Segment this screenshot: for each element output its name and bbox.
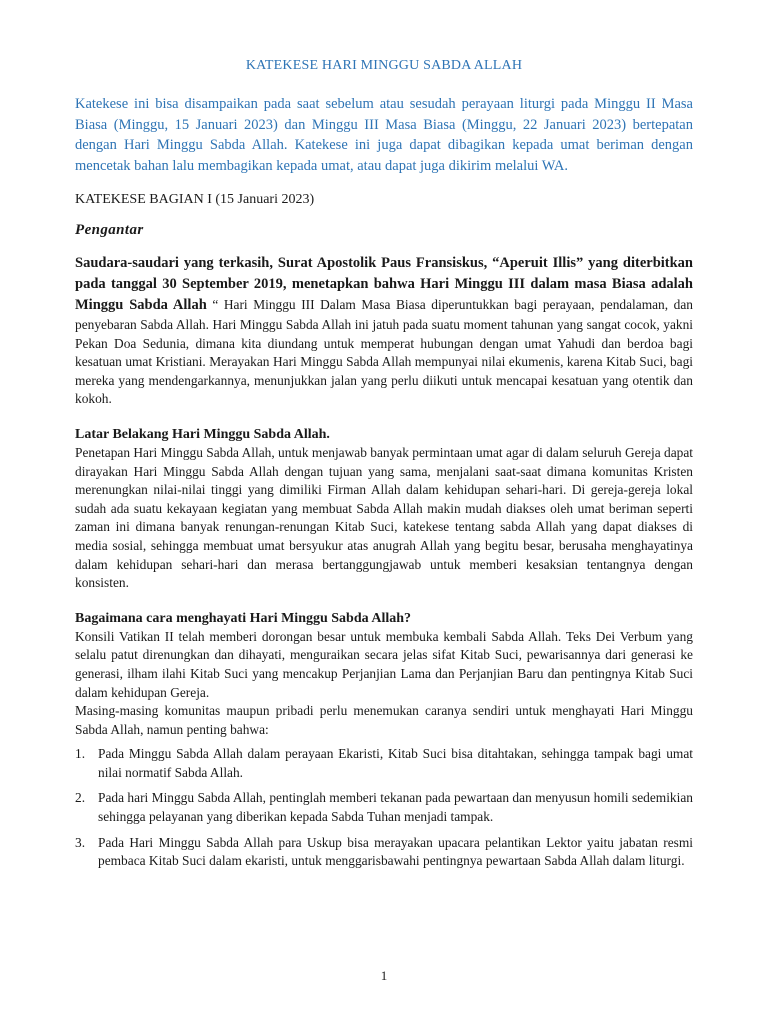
- pengantar-paragraph: [75, 253, 693, 409]
- list-item: [75, 789, 693, 826]
- cara-paragraph-2: Masing-masing komunitas maupun pribadi perlu menemukan caranya sendiri untuk menghayati Hari Minggu Sabda Allah, namun penting bahwa:: [75, 703, 693, 737]
- numbered-list: [75, 745, 693, 871]
- list-text: Pada Minggu Sabda Allah dalam perayaan Ekaristi, Kitab Suci bisa ditahtakan, sehingga tampak bagi umat nilai normatif Sabda Allah.: [98, 746, 693, 780]
- pengantar-rest: “ Hari Minggu III Dalam Masa Biasa diperuntukkan bagi perayaan, pendalaman, dan penyebaran Sabda Allah. Hari Minggu Sabda Allah ini jatuh pada suatu moment tahunan yang sangat cocok, yakni Pekan Doa Sedunia, dimana kita diundang untuk memperat hubungan dengan umat Yahudi dan berdoa bagi kesatuan umat Kristiani. Merayakan Hari Minggu Sabda Allah mempunyai nilai ekumenis, karena Kitab Suci, bagi mereka yang mendengarkannya, menunjukkan jalan yang perlu diikuti untuk mencapai kesatuan yang otentik dan kokoh.: [75, 297, 694, 407]
- cara-heading: Bagaimana cara menghayati Hari Minggu Sabda Allah?: [75, 610, 412, 626]
- list-item: [75, 745, 693, 782]
- pengantar-heading: Pengantar: [75, 222, 144, 238]
- list-text: Pada Hari Minggu Sabda Allah para Uskup bisa merayakan upacara pelantikan Lektor yaitu jabatan resmi pembaca Kitab Suci dalam ekaristi, untuk menggarisbawahi pentingnya pewartaan Sabda Allah dalam liturgi.: [98, 834, 693, 869]
- document-title: KATEKESE HARI MINGGU SABDA ALLAH: [245, 58, 523, 73]
- list-number: 2.: [75, 790, 86, 806]
- intro-paragraph: Katekese ini bisa disampaikan pada saat sebelum atau sesudah perayaan liturgi pada Minggu II Masa Biasa (Minggu, 15 Januari 2023) dan Minggu III Masa Biasa (Minggu, 22 Januari 2023) bertepatan dengan Hari Minggu Sabda Allah. Katekese ini juga dapat dibagikan kepada umat beriman dengan mencetak bahan lalu membagikan kepada umat, atau dapat juga dikirim melalui WA.: [75, 96, 693, 174]
- list-number: 3.: [75, 834, 86, 850]
- latar-heading: Latar Belakang Hari Minggu Sabda Allah.: [75, 426, 330, 442]
- pengantar-lead: Saudara-saudari yang terkasih, Surat Apostolik Paus Fransiskus, “Aperuit Illis” yang diterbitkan pada tanggal 30 September 2019, menetapkan bahwa Hari Minggu III dalam masa Biasa adalah Minggu Sabda Allah: [75, 255, 693, 313]
- list-item: [75, 834, 693, 871]
- list-text: Pada hari Minggu Sabda Allah, pentinglah memberi tekanan pada pewartaan dan menyusun homili sedemikian sehingga pelayanan yang diberikan kepada Sabda Tuhan menjadi tampak.: [98, 790, 693, 825]
- page-number: 1: [380, 968, 388, 983]
- section-heading: KATEKESE BAGIAN I (15 Januari 2023): [75, 192, 315, 207]
- list-number: 1.: [75, 746, 86, 762]
- latar-paragraph: Penetapan Hari Minggu Sabda Allah, untuk menjawab banyak permintaan umat agar di dalam seluruh Gereja dapat dirayakan Hari Minggu Sabda Allah dengan tujuan yang sama, menjalani saat-saat dimana komunitas Kristen merenungkan nilai-nilai tinggi yang dimiliki Firman Allah dalam kehidupan sehari-hari. Di gereja-gereja lokal sudah ada suatu kekayaan kegiatan yang membuat Sabda Allah makin mudah diakses oleh umat beriman seperti zaman ini dimana banyak renungan-renungan Kitab Suci, katekese tentang sabda Allah yang dapat diakses di media sosial, sehingga membuat umat bersyukur atas anugrah Allah yang begitu besar, berusaha menghayatinya dalam kehidupan sehari-hari dan merasa bertanggungjawab untuk memberi kesaksian tentangnya dengan konsisten.: [75, 444, 694, 591]
- cara-paragraph-1: Konsili Vatikan II telah memberi dorongan besar untuk membuka kembali Sabda Allah. Teks Dei Verbum yang selalu patut direnungkan dan dihayati, menguraikan secara jelas sifat Kitab Suci, pewarisannya dari generasi ke generasi, ilham ilahi Kitab Suci yang mencakup Perjanjian Lama dan Perjanjian Baru dan pentingnya Kitab Suci dalam kehidupan Gereja.: [75, 628, 693, 700]
